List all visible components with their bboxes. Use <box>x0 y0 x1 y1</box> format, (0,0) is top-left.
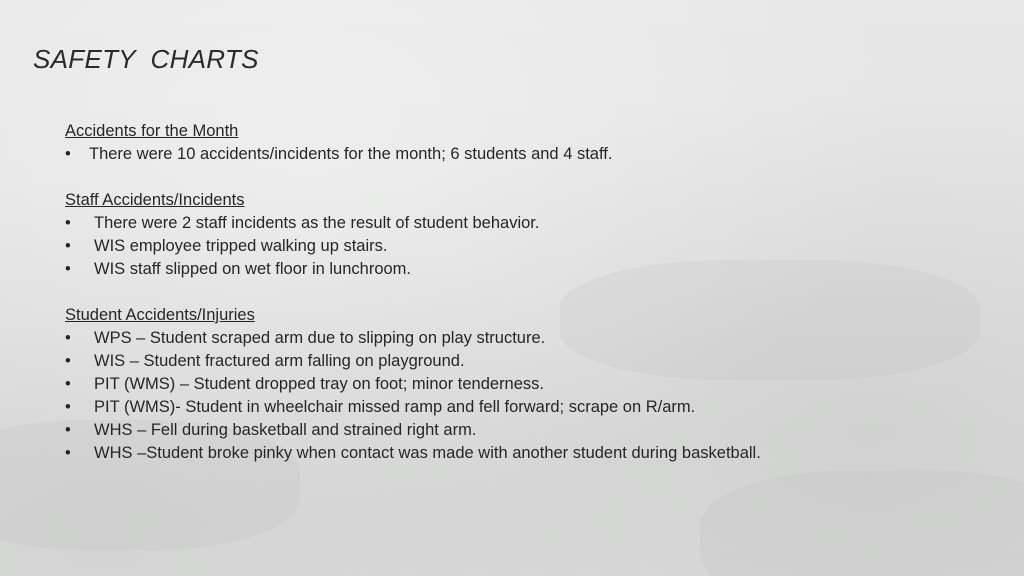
slide-content <box>65 120 965 488</box>
list-item <box>65 419 965 442</box>
list-item-text: PIT (WMS) – Student dropped tray on foot; minor tenderness. <box>94 375 544 393</box>
bullet-list <box>65 143 965 166</box>
bullet-icon: • <box>65 444 71 462</box>
section-heading: Student Accidents/Injuries <box>65 306 255 324</box>
list-item-text: WPS – Student scraped arm due to slipping on play structure. <box>94 329 546 347</box>
list-item <box>65 350 965 373</box>
bullet-icon: • <box>65 214 71 232</box>
list-item <box>65 212 965 235</box>
list-item-text: WIS employee tripped walking up stairs. <box>94 237 388 255</box>
list-item <box>65 143 965 166</box>
section-student-accidents <box>65 304 965 465</box>
list-item-text: WHS – Fell during basketball and strained right arm. <box>94 421 477 439</box>
section-heading: Accidents for the Month <box>65 122 239 140</box>
list-item <box>65 396 965 419</box>
list-item-text: WIS staff slipped on wet floor in lunchroom. <box>94 260 412 278</box>
bullet-icon: • <box>65 375 71 393</box>
bullet-icon: • <box>65 329 71 347</box>
list-item <box>65 235 965 258</box>
list-item <box>65 373 965 396</box>
bullet-icon: • <box>65 145 71 163</box>
bullet-list <box>65 327 965 465</box>
list-item-text: There were 10 accidents/incidents for the month; 6 students and 4 staff. <box>89 145 613 163</box>
list-item-text: WHS –Student broke pinky when contact was made with another student during basketball. <box>94 444 761 462</box>
bullet-icon: • <box>65 421 71 439</box>
bullet-icon: • <box>65 352 71 370</box>
slide-title: SAFETY CHARTS <box>33 44 259 74</box>
section-staff-accidents <box>65 189 965 281</box>
bullet-icon: • <box>65 398 71 416</box>
list-item <box>65 258 965 281</box>
bullet-list <box>65 212 965 281</box>
bullet-icon: • <box>65 260 71 278</box>
bullet-icon: • <box>65 237 71 255</box>
section-accidents-for-month <box>65 120 965 166</box>
list-item <box>65 327 965 350</box>
list-item <box>65 442 965 465</box>
list-item-text: PIT (WMS)- Student in wheelchair missed ramp and fell forward; scrape on R/arm. <box>94 398 696 416</box>
section-heading: Staff Accidents/Incidents <box>65 191 245 209</box>
list-item-text: There were 2 staff incidents as the result of student behavior. <box>94 214 540 232</box>
list-item-text: WIS – Student fractured arm falling on playground. <box>94 352 465 370</box>
